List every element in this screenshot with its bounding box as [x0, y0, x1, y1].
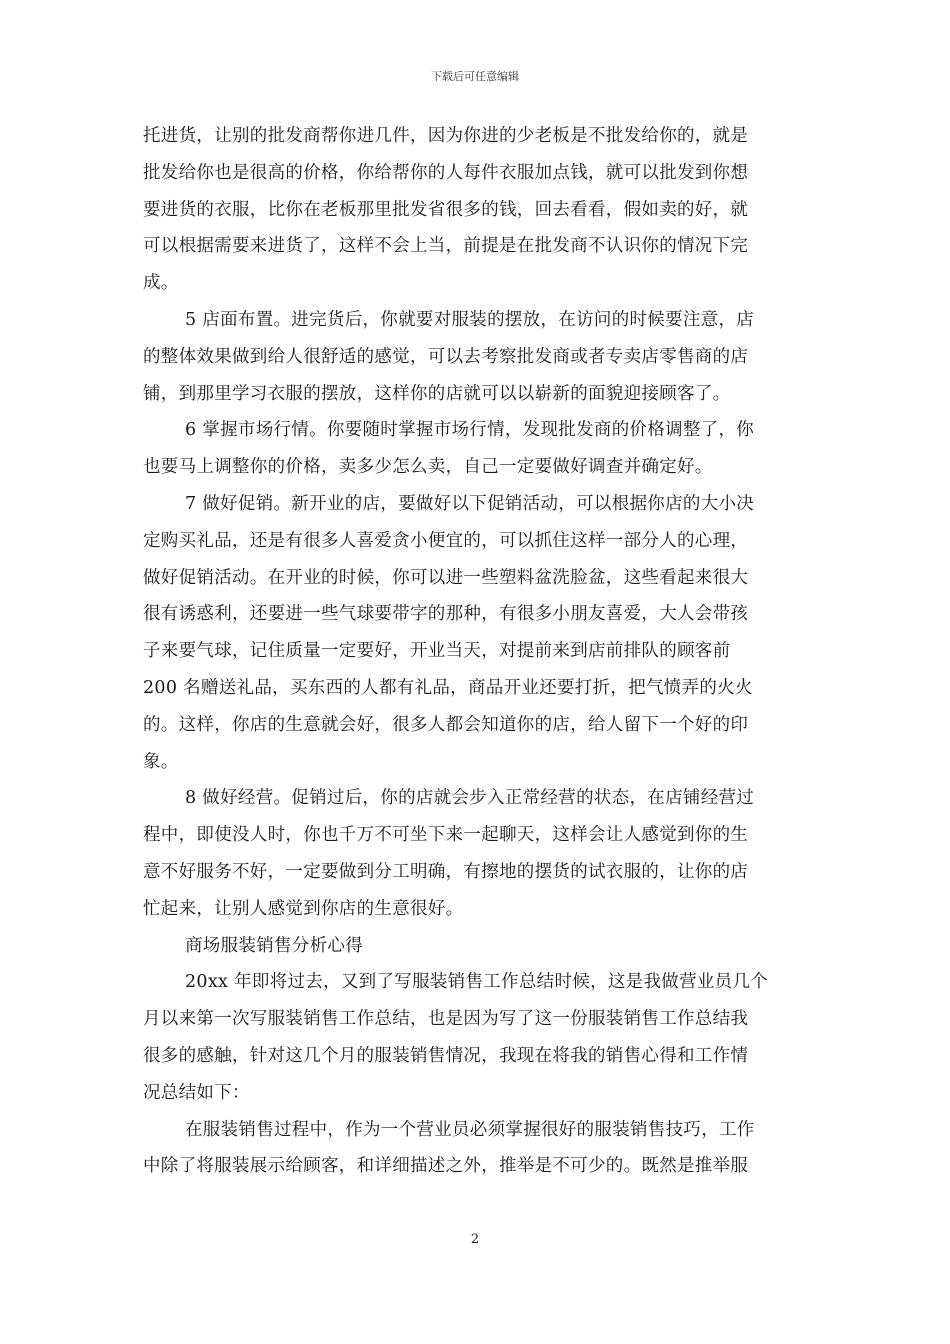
- text-line: 成。: [143, 273, 179, 294]
- paragraph: [143, 780, 809, 927]
- text-line: 铺，到那里学习衣服的摆放，这样你的店就可以以崭新的面貌迎接顾客了。: [143, 383, 731, 404]
- text-line: 象。: [143, 751, 179, 772]
- text-line: 做好促销活动。在开业的时候，你可以进一些塑料盆洗脸盆，这些看起来很大: [143, 567, 749, 588]
- paragraph: [143, 302, 809, 412]
- text-line: 忙起来，让别人感觉到你店的生意很好。: [143, 898, 464, 919]
- text-line: 要进货的衣服，比你在老板那里批发省很多的钱，回去看看，假如卖的好，就: [143, 199, 749, 220]
- paragraph: [143, 1112, 809, 1186]
- text-line: 5 店面布置。进完货后，你就要对服装的摆放，在访问的时候要注意，店: [185, 309, 755, 330]
- page-header-note: 下载后可任意编辑: [431, 70, 519, 83]
- paragraph: [143, 964, 809, 1111]
- paragraph: [143, 412, 809, 486]
- text-line: 也要马上调整你的价格，卖多少怎么卖，自己一定要做好调查并确定好。: [143, 457, 713, 478]
- text-line: 况总结如下：: [143, 1082, 250, 1103]
- text-line: 的。这样，你店的生意就会好，很多人都会知道你的店，给人留下一个好的印: [143, 714, 749, 735]
- text-line: 的整体效果做到给人很舒适的感觉，可以去考察批发商或者专卖店零售商的店: [143, 346, 749, 367]
- text-line: 月以来第一次写服装销售工作总结，也是因为写了这一份服装销售工作总结我: [143, 1009, 749, 1030]
- text-line: 可以根据需要来进货了，这样不会上当，前提是在批发商不认识你的情况下完: [143, 236, 749, 257]
- text-line: 7 做好促销。新开业的店，要做好以下促销活动，可以根据你店的大小决: [185, 493, 755, 514]
- text-line: 批发给你也是很高的价格，你给帮你的人每件衣服加点钱，就可以批发到你想: [143, 162, 749, 183]
- section-heading: [143, 928, 809, 965]
- paragraph: [143, 118, 809, 302]
- text-line: 子来要气球，记住质量一定要好，开业当天，对提前来到店前排队的顾客前: [143, 641, 731, 662]
- document-body: [143, 118, 809, 1185]
- text-line: 8 做好经营。促销过后，你的店就会步入正常经营的状态，在店铺经营过: [185, 788, 755, 809]
- text-line: 托进货，让别的批发商帮你进几件，因为你进的少老板是不批发给你的，就是: [143, 126, 749, 146]
- text-line: 意不好服务不好，一定要做到分工明确，有擦地的摆货的试衣服的，让你的店: [143, 861, 749, 882]
- text-line: 很有诱惑利，还要进一些气球要带字的那种，有很多小朋友喜爱，大人会带孩: [143, 604, 749, 625]
- text-line: 商场服装销售分析心得: [185, 935, 363, 956]
- text-line: 6 掌握市场行情。你要随时掌握市场行情，发现批发商的价格调整了，你: [185, 420, 755, 441]
- text-line: 中除了将服装展示给顾客，和详细描述之外，推举是不可少的。既然是推举服: [143, 1156, 749, 1177]
- text-line: 在服装销售过程中，作为一个营业员必须掌握很好的服装销售技巧，工作: [185, 1119, 755, 1140]
- text-line: 20xx 年即将过去，又到了写服装销售工作总结时候，这是我做营业员几个: [185, 972, 769, 993]
- text-line: 很多的感触，针对这几个月的服装销售情况，我现在将我的销售心得和工作情: [143, 1045, 749, 1066]
- paragraph: [143, 486, 809, 780]
- text-line: 定购买礼品，还是有很多人喜爱贪小便宜的，可以抓住这样一部分人的心理，: [143, 530, 749, 551]
- text-line: 200 名赠送礼品，买东西的人都有礼品，商品开业还要打折，把气愤弄的火火: [143, 677, 753, 698]
- text-line: 程中，即使没人时，你也千万不可坐下来一起聊天，这样会让人感觉到你的生: [143, 825, 749, 846]
- page-number: 2: [470, 1232, 480, 1247]
